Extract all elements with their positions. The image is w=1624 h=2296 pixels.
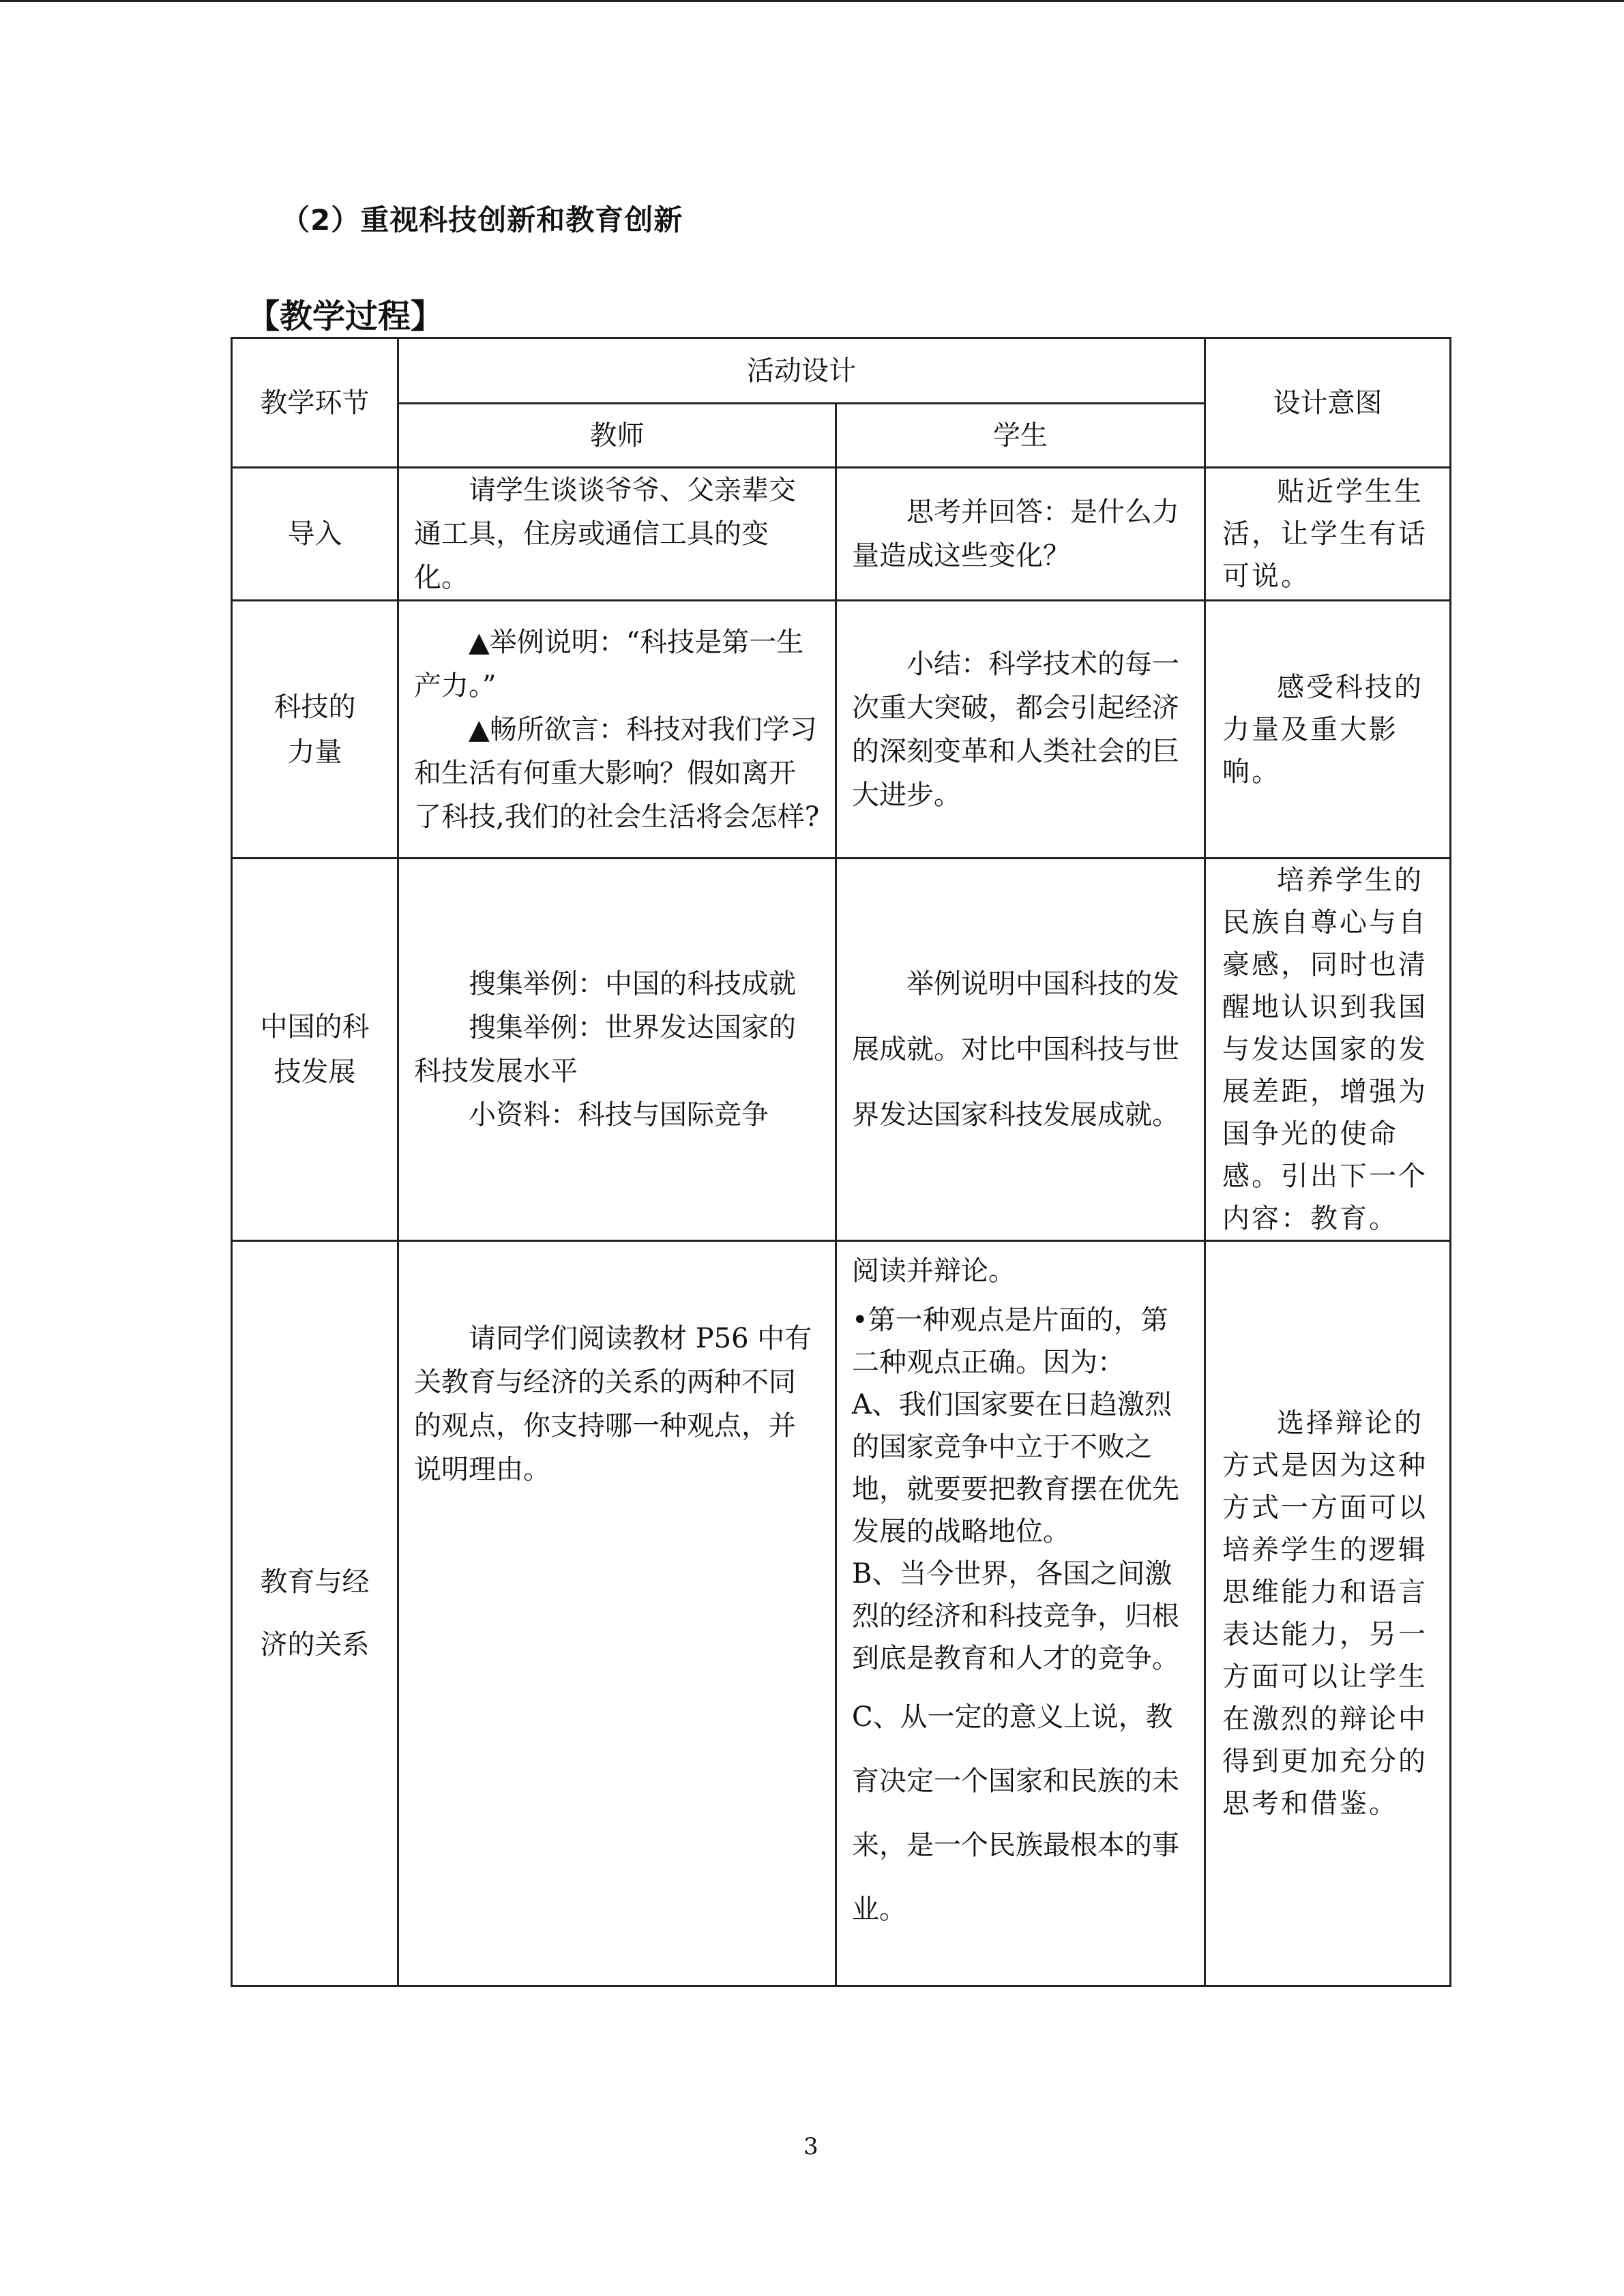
student-cell xyxy=(836,601,1205,859)
teacher-text: 小资料：科技与国际竞争 xyxy=(469,1099,769,1131)
teacher-text: 搜集举例：世界发达国家的科技发展水平 xyxy=(414,1012,796,1087)
header-stage: 教学环节 xyxy=(232,338,398,468)
intent-cell xyxy=(1205,1241,1451,1986)
intent-cell xyxy=(1205,468,1451,601)
intent-text: 贴近学生生活，让学生有话可说。 xyxy=(1222,476,1428,592)
teacher-text: 请同学们阅读教材 P56 中有关教育与经济的关系的两种不同的观点，你支持哪一种观点，并说明理由。 xyxy=(414,1323,812,1485)
stage-label: 导入 xyxy=(287,518,342,550)
stage-cell xyxy=(232,468,398,601)
student-text: C、从一定的意义上说，教育决定一个国家和民族的未来，是一个民族最根本的事业。 xyxy=(852,1701,1179,1925)
student-text: B、当今世界，各国之间激烈的经济和科技竞争，归根到底是教育和人才的竞争。 xyxy=(852,1558,1179,1674)
student-cell xyxy=(836,1241,1205,1986)
page-number: 3 xyxy=(803,2133,818,2160)
stage-label-line-1: 教育与经 xyxy=(260,1566,370,1598)
teacher-cell xyxy=(398,601,836,859)
table-row xyxy=(232,859,1451,1241)
teacher-text: ▲畅所欲言：科技对我们学习和生活有何重大影响？假如离开了科技,我们的社会生活将会怎样? xyxy=(414,713,820,833)
stage-label-line-1: 中国的科 xyxy=(260,1011,370,1043)
header-teacher: 教师 xyxy=(398,404,836,468)
header-activity: 活动设计 xyxy=(398,338,1205,404)
intent-text: 培养学生的民族自尊心与自豪感，同时也清醒地认识到我国与发达国家的发展差距，增强为国争光的使命感。引出下一个内容：教育。 xyxy=(1222,865,1428,1234)
teacher-text: ▲举例说明：“科技是第一生产力。” xyxy=(414,626,804,702)
intent-text: 感受科技的力量及重大影响。 xyxy=(1222,671,1423,788)
student-text: A、我们国家要在日趋激烈的国家竞争中立于不败之地，就要要把教育摆在优先发展的战略地位。 xyxy=(852,1389,1179,1547)
teacher-cell xyxy=(398,859,836,1241)
header-intent: 设计意图 xyxy=(1205,338,1451,468)
teacher-cell xyxy=(398,468,836,601)
section-title: 【教学过程】 xyxy=(247,297,444,336)
table-header-row xyxy=(232,338,1451,404)
intent-cell xyxy=(1205,859,1451,1241)
student-text: 举例说明中国科技的发展成就。对比中国科技与世界发达国家科技发展成就。 xyxy=(852,968,1179,1131)
student-text: 思考并回答：是什么力量造成这些变化？ xyxy=(852,496,1179,571)
stage-label-line-2: 技发展 xyxy=(274,1056,356,1088)
student-text: 阅读并辩论。 xyxy=(852,1255,1016,1287)
stage-label-line-2: 济的关系 xyxy=(260,1629,370,1660)
teacher-text: 搜集举例：中国的科技成就 xyxy=(469,968,796,1000)
table-row xyxy=(232,468,1451,601)
header-student: 学生 xyxy=(836,404,1205,468)
stage-label-line-2: 力量 xyxy=(287,736,342,768)
teacher-cell xyxy=(398,1241,836,1986)
subheading: （2）重视科技创新和教育创新 xyxy=(281,203,683,237)
intent-text: 选择辩论的方式是因为这种方式一方面可以培养学生的逻辑思维能力和语言表达能力，另一方面可以让学生在激烈的辩论中得到更加充分的思考和借鉴。 xyxy=(1222,1407,1428,1819)
page-top-border xyxy=(0,0,1624,2)
stage-cell xyxy=(232,1241,398,1986)
student-cell xyxy=(836,859,1205,1241)
student-cell xyxy=(836,468,1205,601)
table-row xyxy=(232,1241,1451,1986)
student-text: 小结：科学技术的每一次重大突破，都会引起经济的深刻变革和人类社会的巨大进步。 xyxy=(852,648,1179,811)
stage-label-line-1: 科技的 xyxy=(274,691,356,723)
student-text: •第一种观点是片面的，第二种观点正确。因为： xyxy=(852,1304,1168,1378)
stage-cell xyxy=(232,859,398,1241)
teaching-process-table xyxy=(231,337,1451,1987)
stage-cell xyxy=(232,601,398,859)
intent-cell xyxy=(1205,601,1451,859)
table-row xyxy=(232,601,1451,859)
teacher-text: 请学生谈谈爷爷、父亲辈交通工具，住房或通信工具的变化。 xyxy=(414,475,796,593)
